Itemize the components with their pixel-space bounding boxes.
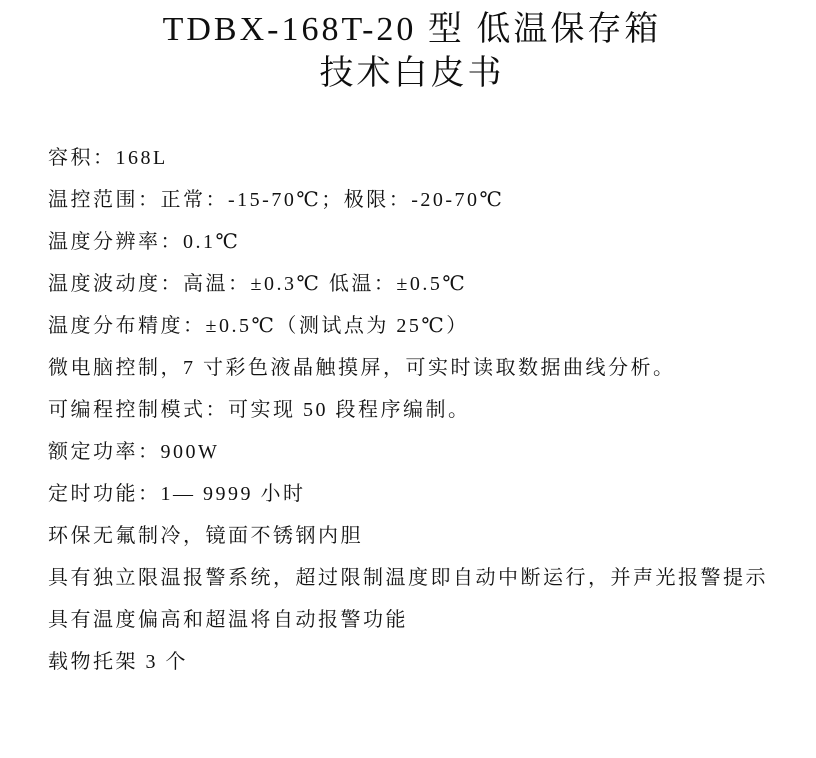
spec-list	[48, 148, 776, 673]
spec-line-fluctuation: 温度波动度：高温：±0.3℃ 低温：±0.5℃	[48, 273, 468, 295]
spec-line-shelves: 载物托架 3 个	[48, 651, 188, 673]
spec-line-resolution: 温度分辨率：0.1℃	[48, 231, 241, 253]
spec-line-temp-range: 温控范围：正常：-15-70℃；极限：-20-70℃	[48, 189, 505, 211]
document-title	[48, 8, 776, 96]
spec-line-capacity: 容积：168L	[48, 147, 168, 169]
spec-line-distribution: 温度分布精度：±0.5℃（测试点为 25℃）	[48, 315, 469, 337]
spec-line-controller: 微电脑控制，7 寸彩色液晶触摸屏，可实时读取数据曲线分析。	[48, 357, 676, 379]
spec-line-programmable: 可编程控制模式：可实现 50 段程序编制。	[48, 399, 471, 421]
spec-line-overtemp-alarm: 具有温度偏高和超温将自动报警功能	[48, 609, 408, 631]
spec-line-timer: 定时功能：1— 9999 小时	[48, 483, 306, 505]
spec-line-refrigeration: 环保无氟制冷，镜面不锈钢内胆	[48, 525, 363, 547]
spec-line-limit-alarm: 具有独立限温报警系统，超过限制温度即自动中断运行，并声光报警提示	[48, 567, 768, 589]
document-title-line1: TDBX-168T-20 型 低温保存箱	[162, 11, 662, 48]
document-title-line2: 技术白皮书	[319, 55, 505, 92]
spec-line-power: 额定功率：900W	[48, 441, 220, 463]
